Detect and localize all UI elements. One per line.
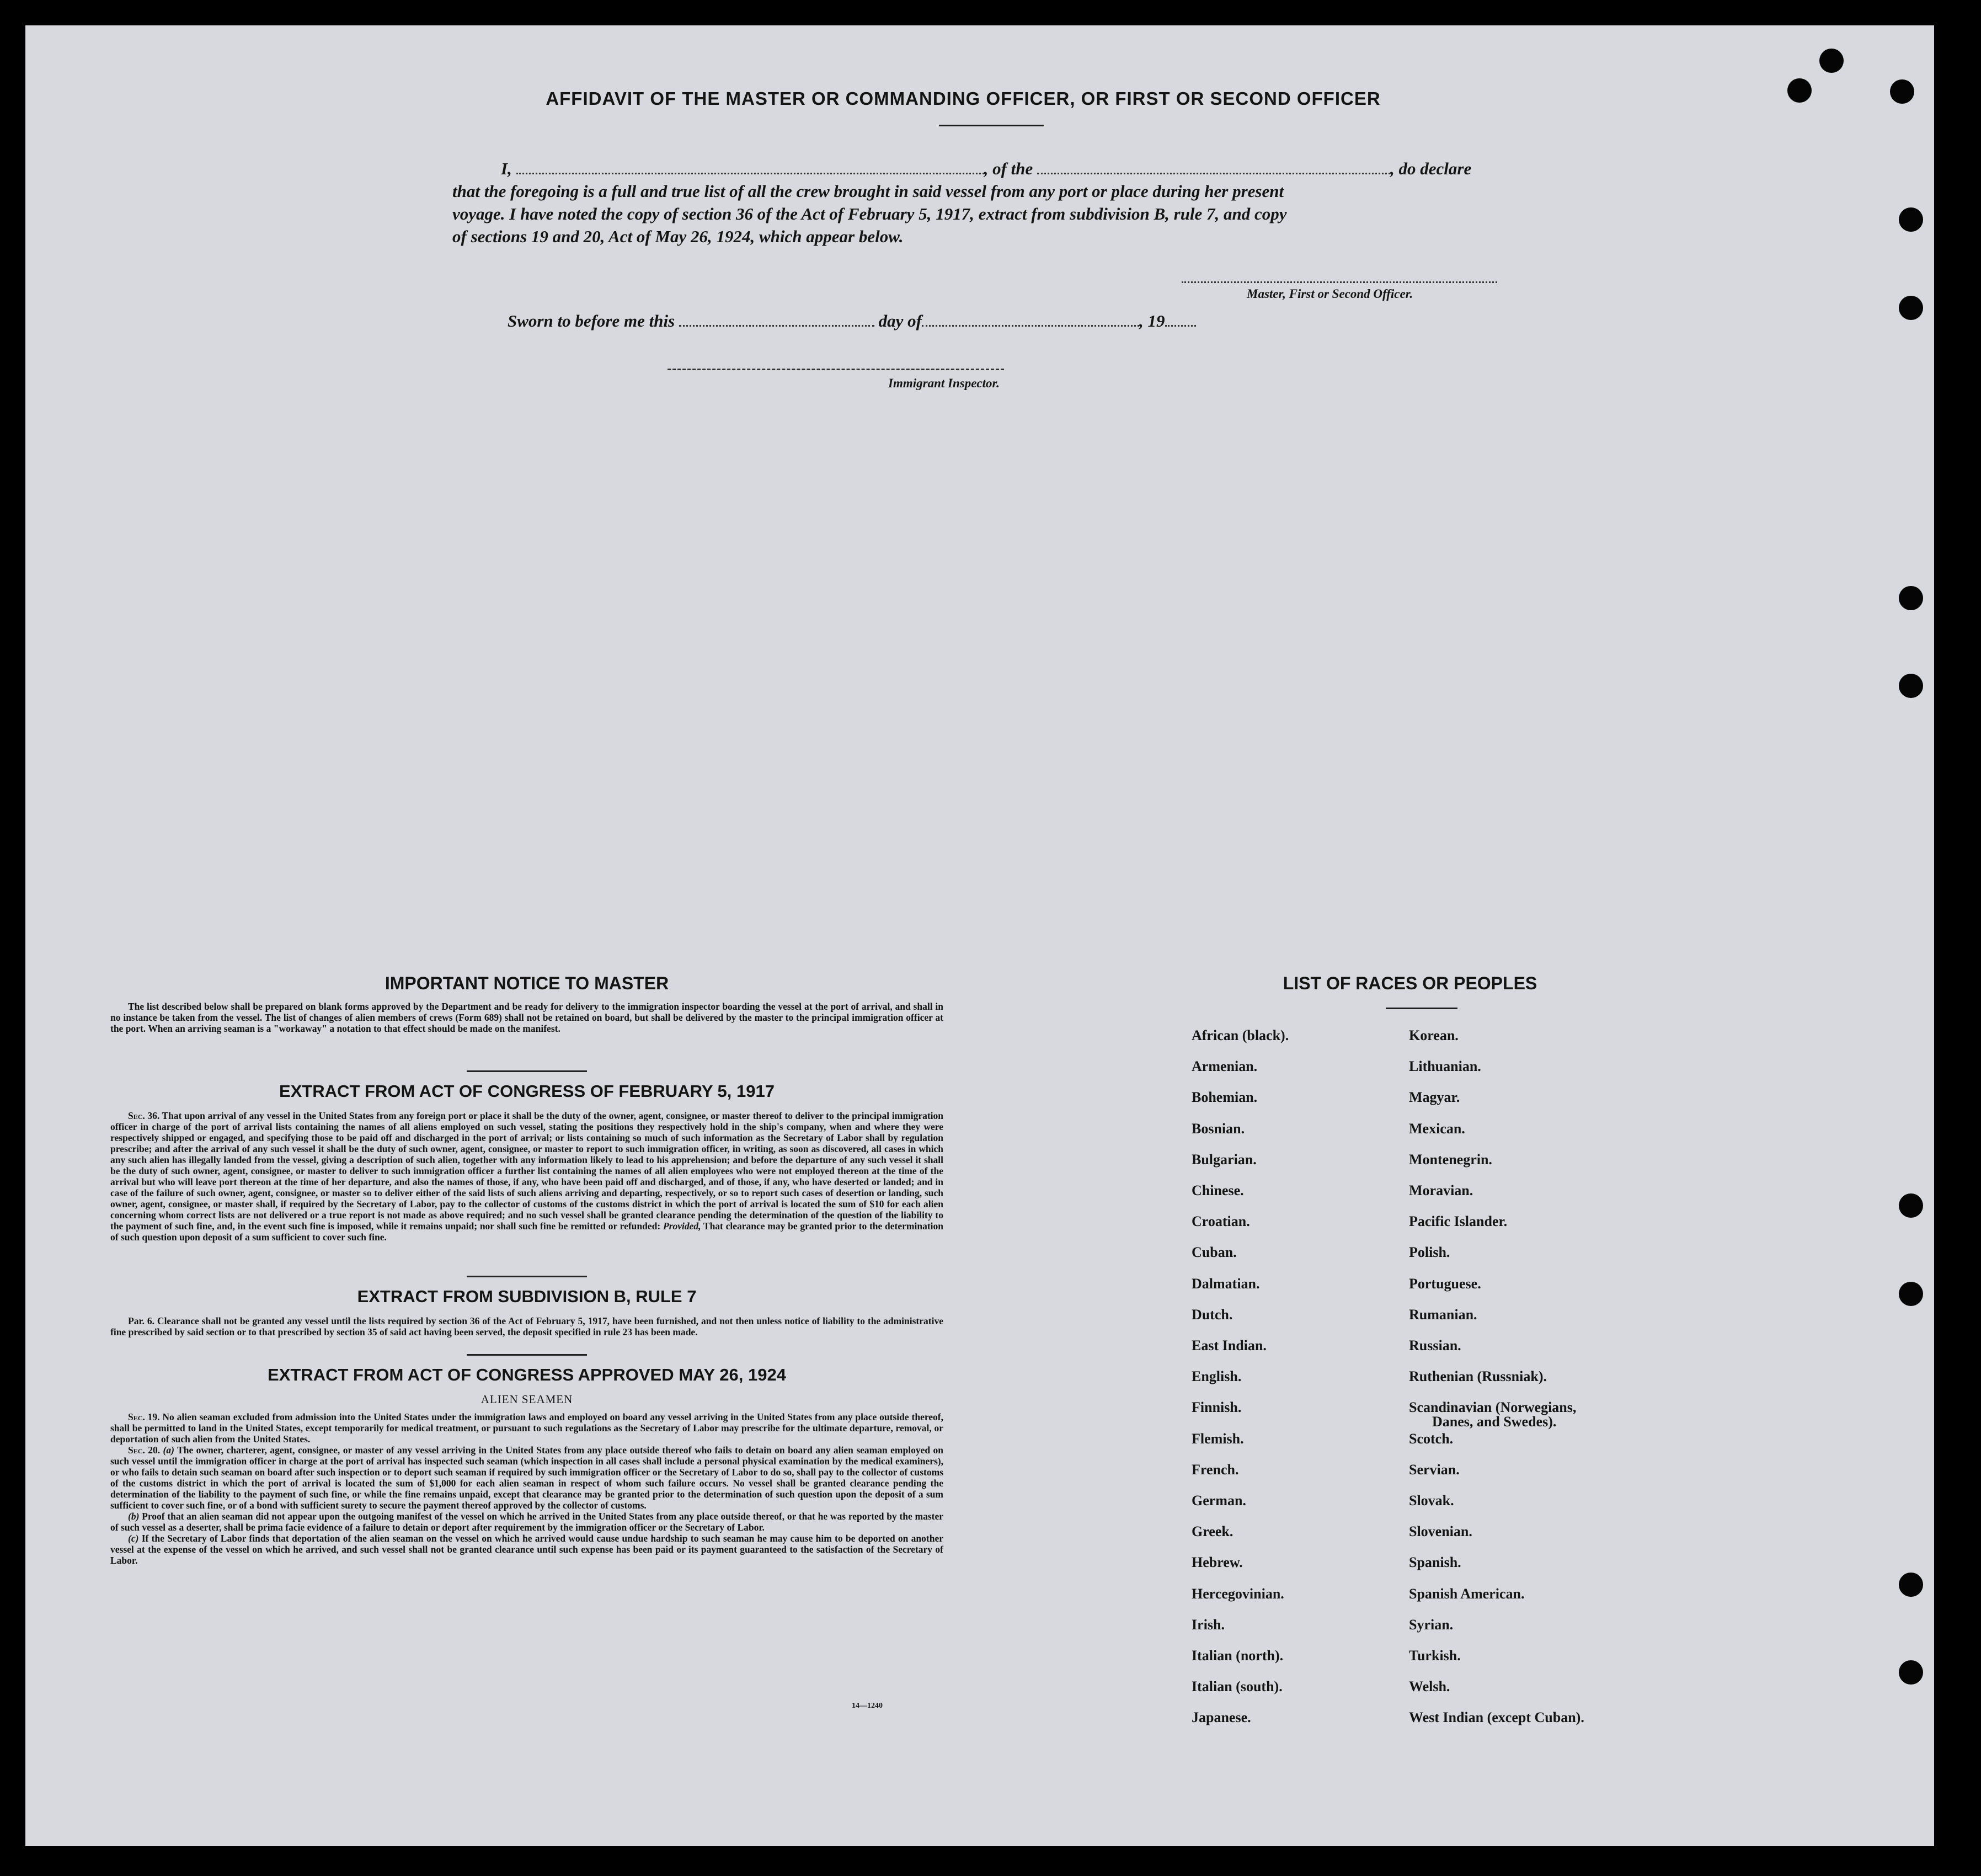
- race-item: Turkish.: [1409, 1648, 1461, 1664]
- declaration-line-4: of sections 19 and 20, Act of May 26, 1924, which appear below.: [452, 227, 904, 246]
- race-item: Hebrew.: [1192, 1554, 1243, 1570]
- race-item: Hercegovinian.: [1192, 1586, 1284, 1602]
- race-item: English.: [1192, 1368, 1242, 1384]
- race-item: Syrian.: [1409, 1617, 1454, 1633]
- race-item: Finnish.: [1192, 1399, 1242, 1415]
- race-item: Magyar.: [1409, 1089, 1460, 1105]
- race-item: Lithuanian.: [1409, 1058, 1481, 1074]
- race-item: Bulgarian.: [1192, 1152, 1257, 1168]
- race-item-continuation: Danes, and Swedes).: [1432, 1414, 1557, 1430]
- sec-20b-paragraph: (b) Proof that an alien seaman did not appear upon the outgoing manifest of the vessel on which he arrived in the United States from any place outside thereof, or that he was reported by the master of such vessel as a deserter, shall be prima facie evidence of a failure to detain or deport after requirement by the immigration officer or the Secretary of Labor.: [110, 1511, 944, 1533]
- race-item: Servian.: [1409, 1462, 1460, 1478]
- race-item: Portuguese.: [1409, 1276, 1481, 1292]
- race-item: Dutch.: [1192, 1307, 1233, 1323]
- notice-title: IMPORTANT NOTICE TO MASTER: [385, 973, 669, 993]
- race-item: Spanish American.: [1409, 1586, 1525, 1602]
- race-item: Greek.: [1192, 1523, 1234, 1539]
- sec-19-paragraph: Sec. 19. No alien seaman excluded from admission into the United States under the immigration laws and employed on board any vessel arriving in the United States from any place outside thereof, shall be permitted to land in the United States, except temporarily for medical treatment, or pursuant to such regulations as the Secretary of Labor may prescribe for the ultimate departure, removal, or deportation of such alien from the United States.: [110, 1411, 944, 1445]
- alien-seamen-subtitle: ALIEN SEAMEN: [480, 1393, 573, 1406]
- race-item: Moravian.: [1409, 1182, 1473, 1198]
- declaration-line-1: I, , of the , do declare: [501, 159, 1472, 178]
- inspector-signature-label: Immigrant Inspector.: [888, 376, 1000, 390]
- declaration-line-3: voyage. I have noted the copy of section 36 of the Act of February 5, 1917, extract from subdivision B, rule 7, and copy: [452, 204, 1287, 223]
- race-item: African (black).: [1192, 1027, 1289, 1043]
- race-item: Croatian.: [1192, 1213, 1250, 1229]
- race-item: Bohemian.: [1192, 1089, 1258, 1105]
- race-item: Bosnian.: [1192, 1121, 1245, 1137]
- master-signature-label: Master, First or Second Officer.: [1247, 287, 1413, 301]
- document-page: [25, 25, 1934, 1846]
- race-item: Scotch.: [1409, 1431, 1454, 1447]
- race-item: Irish.: [1192, 1617, 1225, 1633]
- race-item: Ruthenian (Russniak).: [1409, 1368, 1547, 1384]
- notice-body: The list described below shall be prepared on blank forms approved by the Department and be ready for delivery to the immigration inspector boarding the vessel at the port of arrival, and shall in no instance be taken from the vessel. The list of changes of alien members of crews (Form 689) shall not be retained on board, but shall be delivered by the master to the principal immigration officer at the port. When an arriving seaman is a "workaway" a notation to that effect should be made on the manifest.: [110, 1001, 943, 1034]
- race-item: Flemish.: [1192, 1431, 1244, 1447]
- race-item: Italian (south).: [1192, 1678, 1283, 1694]
- race-item: Russian.: [1409, 1337, 1461, 1353]
- race-item: Armenian.: [1192, 1058, 1258, 1074]
- race-item: Italian (north).: [1192, 1648, 1284, 1664]
- race-item: Rumanian.: [1409, 1307, 1477, 1323]
- race-item: Welsh.: [1409, 1678, 1450, 1694]
- race-item: Dalmatian.: [1192, 1276, 1260, 1292]
- race-item: Mexican.: [1409, 1121, 1465, 1137]
- declaration-line-2: that the foregoing is a full and true list of all the crew brought in said vessel from any port or place during her present: [452, 182, 1284, 201]
- race-item: Pacific Islander.: [1409, 1213, 1508, 1229]
- sec-20c-paragraph: (c) If the Secretary of Labor finds that deportation of the alien seaman on the vessel on which he arrived would cause undue hardship to such seaman he may cause him to be deported on another vessel at the expense of the vessel on which he arrived, and such vessel shall not be granted clearance until such expense has been paid or its payment guaranteed to the satisfaction of the Secretary of Labor.: [110, 1533, 943, 1566]
- race-item: Polish.: [1409, 1244, 1450, 1260]
- race-item: Scandinavian (Norwegians,: [1409, 1399, 1577, 1415]
- races-list: [25, 25, 1934, 1846]
- race-item: French.: [1192, 1462, 1239, 1478]
- race-item: Slovenian.: [1409, 1523, 1472, 1539]
- race-item: German.: [1192, 1493, 1246, 1509]
- affidavit-title: AFFIDAVIT OF THE MASTER OR COMMANDING OFFICER, OR FIRST OR SECOND OFFICER: [546, 88, 1381, 109]
- extract-rule7-body: Par. 6. Clearance shall not be granted any vessel until the lists required by section 36 of the Act of February 5, 1917, have been furnished, and not then unless notice of liability to the administrative fine prescribed by said section or to that prescribed by section 35 of said act having been served, the deposit specified in rule 23 has been made.: [110, 1315, 943, 1337]
- extract-1924-title: EXTRACT FROM ACT OF CONGRESS APPROVED MAY 26, 1924: [268, 1365, 786, 1384]
- form-number: 14—1240: [852, 1702, 883, 1710]
- race-item: Montenegrin.: [1409, 1152, 1492, 1168]
- race-item: Chinese.: [1192, 1182, 1244, 1198]
- race-item: East Indian.: [1192, 1337, 1267, 1353]
- extract-rule7-title: EXTRACT FROM SUBDIVISION B, RULE 7: [357, 1287, 697, 1306]
- race-item: Japanese.: [1192, 1709, 1251, 1725]
- sworn-line: Sworn to before me this day of , 19: [508, 311, 1196, 331]
- race-item: Spanish.: [1409, 1554, 1461, 1570]
- race-item: Korean.: [1409, 1027, 1459, 1043]
- race-item: West Indian (except Cuban).: [1409, 1709, 1584, 1725]
- extract-1917-title: EXTRACT FROM ACT OF CONGRESS OF FEBRUARY 5, 1917: [279, 1081, 775, 1101]
- extract-1917-body: Sec. 36. That upon arrival of any vessel in the United States from any foreign port or place it shall be the duty of the owner, agent, consignee, or master thereof to deliver to the principal immigration officer in charge of the port of arrival lists containing the names of all aliens employed on such vessel, stating the positions they respectively hold in the ship's company, when and where they were respectively shipped or engaged, and specifying those to be paid off and discharged in the port of arrival; or lists containing so much of such information as the Secretary of Labor shall by regulation prescribe; and after the arrival of any such vessel it shall be the duty of such owner, agent, consignee, or master to report to such immigration officer, in writing, as soon as discovered, all cases in which any such alien has illegally landed from the vessel, giving a description of such alien, together with any information likely to lead to his apprehension; and before the departure of any such vessel it shall be the duty of such owner, agent, consignee, or master to deliver to such immigration officer a further list containing the names of all alien employees who were not employed thereon at the time of the arrival but who will leave port thereon at the time of her departure, and also the names of those, if any, who have been paid off and discharged, and of those, if any, who have deserted or landed; and in case of the failure of such owner, agent, consignee, or master so to deliver either of the said lists of such aliens arriving and departing, respectively, or so to report such cases of desertion or landing, such owner, agent, consignee, or master shall, if required by the Secretary of Labor, pay to the collector of customs of the customs district in which the port of arrival is located the sum of $10 for each alien concerning whom correct lists are not delivered or a true report is not made as above required; and no such vessel shall be granted clearance pending the determination of the question of the liability to the payment of such fine, and, in the event such fine is imposed, while it remains unpaid; nor shall such fine be remitted or refunded: Provided, That clearance may be granted prior to the determination of such question upon deposit of a sum sufficient to cover such fine.: [110, 1110, 944, 1243]
- sec-20a-paragraph: Sec. 20. (a) The owner, charterer, agent, consignee, or master of any vessel arriving in the United States from any place outside thereof who fails to detain on board any alien seaman employed on such vessel until the immigration officer in charge at the port of arrival has inspected such seaman (which inspection in all cases shall include a personal physical examination by the medical examiners), or who fails to detain such seaman on board after such inspection or to deport such seaman if required by such immigration officer or the Secretary of Labor to do so, shall pay to the collector of customs of the customs district in which the port of arrival is located the sum of $1,000 for each alien seaman in respect of whom such failure occurs. No vessel shall be granted clearance pending the determination of the liability to the payment of such fine, or while the fine remains unpaid, except that clearance may be granted prior to the determination of such question upon the deposit of a sum sufficient to cover such fine, or of a bond with sufficient surety to secure the payment thereof approved by the collector of customs.: [110, 1445, 943, 1511]
- race-item: Cuban.: [1192, 1244, 1237, 1260]
- race-item: Slovak.: [1409, 1493, 1454, 1509]
- races-title: LIST OF RACES OR PEOPLES: [1283, 973, 1537, 993]
